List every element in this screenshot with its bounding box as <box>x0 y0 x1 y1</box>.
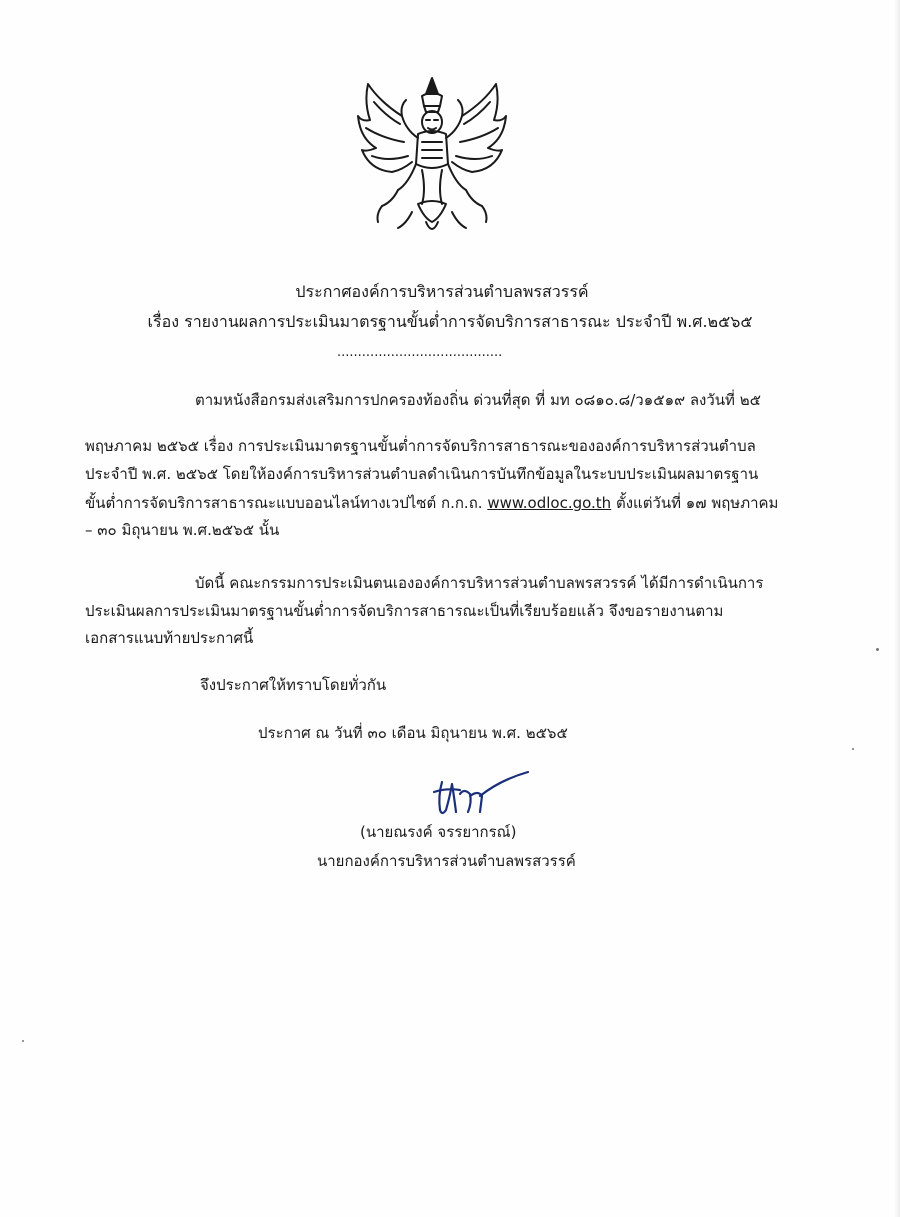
paper-speck <box>852 748 854 750</box>
paragraph2-line2: ประเมินผลการประเมินมาตรฐานขั้นต่ำการจัดบริการสาธารณะเป็นที่เรียบร้อยแล้ว จึงขอรายงานตาม <box>85 602 724 620</box>
paper-speck <box>876 648 879 651</box>
separator-dots: ........................................ <box>337 345 503 360</box>
paragraph1-line4-before: ขั้นต่ำการจัดบริการสาธารณะแบบออนไลน์ทางเวปไซต์ ก.ก.ถ. <box>85 494 488 512</box>
announcement-title: ประกาศองค์การบริหารส่วนตำบลพรสวรรค์ <box>295 282 589 301</box>
paragraph1-line3: ประจำปี พ.ศ. ๒๕๖๕ โดยให้องค์การบริหารส่วนตำบลดำเนินการบันทึกข้อมูลในระบบประเมินผลมาตรฐาน <box>85 465 759 483</box>
paragraph1-line4-after: ตั้งแต่วันที่ ๑๗ พฤษภาคม <box>611 494 779 512</box>
announcement-date: ประกาศ ณ วันที่ ๓๐ เดือน มิถุนายน พ.ศ. ๒๕๖๕ <box>258 724 568 742</box>
paper-speck <box>22 1040 24 1042</box>
paragraph1-line5: – ๓๐ มิถุนายน พ.ศ.๒๕๖๕ นั้น <box>85 521 280 539</box>
announcement-subject: เรื่อง รายงานผลการประเมินมาตรฐานขั้นต่ำการจัดบริการสาธารณะ ประจำปี พ.ศ.๒๕๖๕ <box>147 312 753 331</box>
paragraph2-line1: บัดนี้ คณะกรรมการประเมินตนเององค์การบริหารส่วนตำบลพรสวรรค์ ได้มีการดำเนินการ <box>195 574 764 592</box>
scan-edge-shadow <box>894 0 900 1217</box>
signer-name: (นายณรงค์ จรรยากรณ์) <box>360 823 517 841</box>
garuda-emblem-icon <box>352 72 512 244</box>
paragraph2-line3: เอกสารแนบท้ายประกาศนี้ <box>85 629 254 647</box>
signer-position: นายกองค์การบริหารส่วนตำบลพรสวรรค์ <box>317 852 576 870</box>
paragraph1-line2: พฤษภาคม ๒๕๖๕ เรื่อง การประเมินมาตรฐานขั้นต่ำการจัดบริการสาธารณะขององค์การบริหารส่วนตำบล <box>85 437 756 455</box>
paragraph1-line1: ตามหนังสือกรมส่งเสริมการปกครองท้องถิ่น ด่วนที่สุด ที่ มท ๐๘๑๐.๘/ว๑๕๑๙ ลงวันที่ ๒๕ <box>195 391 761 409</box>
paragraph1-line4 <box>85 493 778 513</box>
odloc-website-link[interactable]: www.odloc.go.th <box>487 494 612 512</box>
handwritten-signature <box>420 766 540 822</box>
closing-statement: จึงประกาศให้ทราบโดยทั่วกัน <box>200 676 387 694</box>
